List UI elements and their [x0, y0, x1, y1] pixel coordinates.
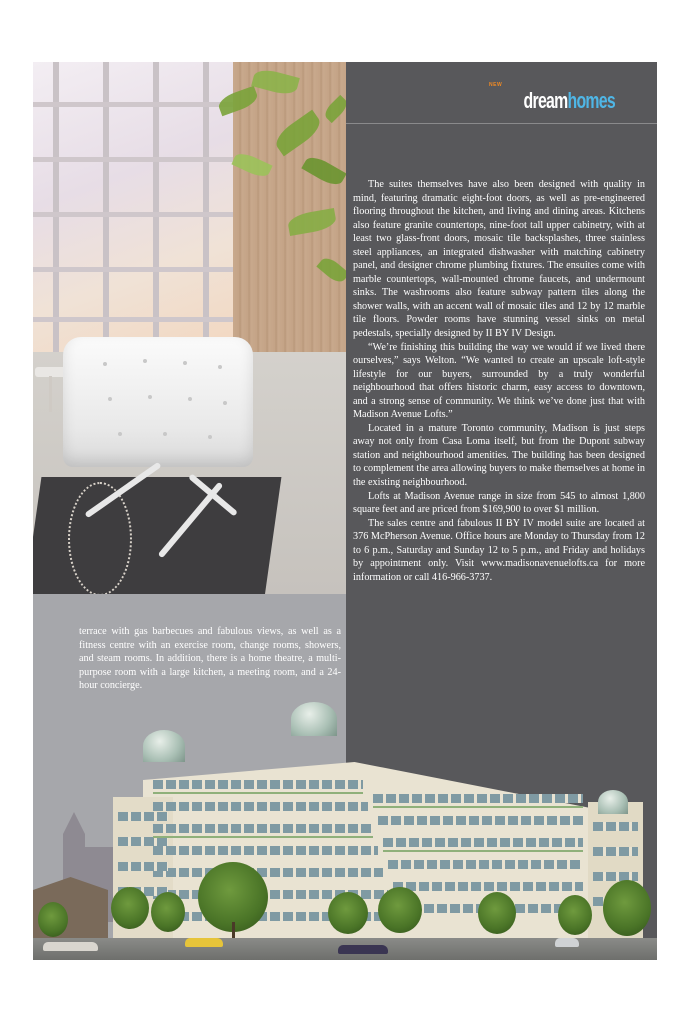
- article-body: [353, 178, 645, 584]
- dome: [598, 790, 628, 814]
- car: [555, 938, 579, 947]
- rug-pattern: [68, 482, 132, 594]
- magazine-page: [33, 62, 657, 960]
- logo-wordmark: [524, 88, 615, 114]
- paragraph: The sales centre and fabulous II BY IV model suite are located at 376 McPherson Avenue. Office hours are Monday to Thursday from 12 to 6 p.m., Saturday and Sunday 12 to 5 p.m., and Friday and holidays by appointment only. Visit www.madisonavenuelofts.ca for more information or call 416-966-3737.: [353, 517, 645, 583]
- car: [43, 942, 98, 951]
- tree: [328, 892, 368, 934]
- article-continuation: [79, 625, 341, 693]
- dome: [291, 702, 337, 736]
- tree: [38, 902, 68, 937]
- paragraph: “We’re finishing this building the way we would if we lived there ourselves,” says Welton. “We wanted to create an upscale loft-style lifestyle for our buyers, surrounded by a truly wonderful neighbourhood that offers historic charm, easy access to downtown, and a strong sense of community. We think we’ve done just that with Madison Avenue Lofts.”: [353, 341, 645, 421]
- car: [185, 938, 223, 947]
- building-rendering: [33, 702, 657, 960]
- interior-photo: [33, 62, 346, 594]
- tree: [603, 880, 651, 936]
- paragraph: Located in a mature Toronto community, Madison is just steps away not only from Casa Loma itself, but from the Dupont subway station and neighbourhood amenities. The building has been designed to complement the area allowing buyers to make themselves at home in the existing neighbourhood.: [353, 422, 645, 489]
- dome: [143, 730, 185, 762]
- tree: [478, 892, 516, 934]
- logo-homes: homes: [567, 88, 615, 113]
- tree: [558, 895, 592, 935]
- car: [338, 945, 388, 954]
- logo-new: NEW: [489, 82, 503, 88]
- tree: [111, 887, 149, 929]
- window-wall: [33, 62, 233, 352]
- dreamhomes-logo: [488, 82, 615, 114]
- paragraph: The suites themselves have also been designed with quality in mind, featuring dramatic eight-foot doors, as well as pre-engineered flooring throughout the kitchen, and living and dining areas. Kitchens also feature granite countertops, nine-foot tall upper cabinetry, with at least two glass-front doors, mosaic tile backsplashes, three stainless steel appliances, an integrated dishwasher with matching cabinetry panel, and designer chrome plumbing fixtures. The ensuites come with marble countertops, wall-mounted chrome faucets, and undermount sinks. The washrooms also feature subway pattern tiles along the shower walls, with an accent wall of mosaic tiles and 12 by 12 marble tile floors. Powder rooms have stunning vessel sinks on metal pedestals, specially designed by II BY IV Design.: [353, 179, 645, 340]
- lamp-pole: [49, 376, 52, 412]
- tree: [378, 887, 422, 933]
- logo-dream: dream: [523, 88, 568, 113]
- white-chair: [63, 337, 253, 467]
- paragraph: terrace with gas barbecues and fabulous views, as well as a fitness centre with an exercise room, change rooms, showers, and steam rooms. In addition, there is a home theatre, a multi-purpose room with a large kitchen, a meeting room, and a 24-hour concierge.: [79, 626, 341, 692]
- paragraph: Lofts at Madison Avenue range in size from 545 to almost 1,800 square feet and are priced from $169,900 to over $1 million.: [353, 490, 645, 516]
- tree: [151, 892, 185, 932]
- header-rule: [346, 123, 657, 124]
